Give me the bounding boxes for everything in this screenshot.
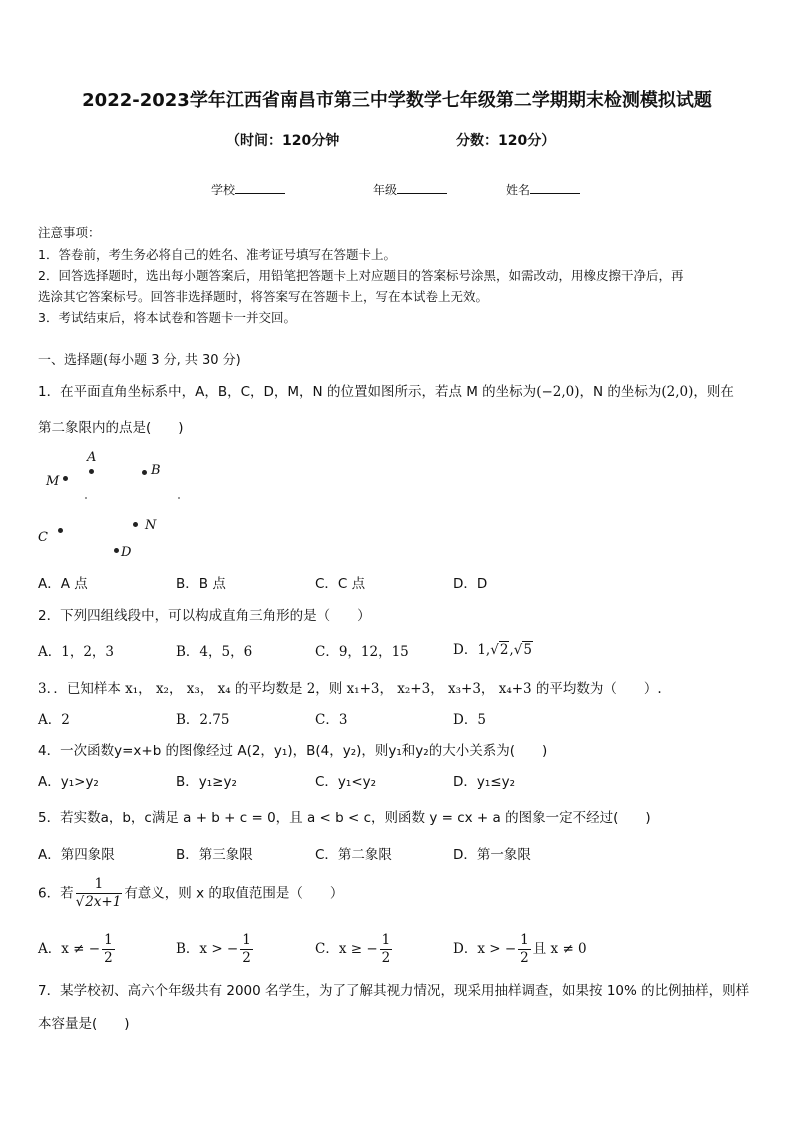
note-3: 3．考试结束后，将本试卷和答题卡一并交回。 xyxy=(38,310,296,325)
name-label: 姓名 xyxy=(506,183,531,197)
grade-label: 年级 xyxy=(373,183,398,197)
point-m-dot xyxy=(63,476,68,481)
point-b-dot xyxy=(142,470,147,475)
q3-option-a: A．2 xyxy=(38,712,70,728)
q3-stem: 3．．已知样本 x₁， x₂， x₃， x₄ 的平均数是 2，则 x₁+3， x₂+3， x₃+3， x₄+3 的平均数为（ ）. xyxy=(38,681,662,697)
point-label-d: D xyxy=(121,545,132,560)
q1-stem-line1 xyxy=(38,380,734,400)
q1-option-c: C．C 点 xyxy=(315,576,366,592)
q6-fraction-num: 1 xyxy=(76,876,123,894)
q6-option-c-num: 1 xyxy=(381,932,391,948)
q2-option-d-sqrt5: 5 xyxy=(523,642,532,658)
q6-stem xyxy=(38,876,343,911)
q5-option-a: A．第四象限 xyxy=(38,847,115,863)
axis-tick xyxy=(85,497,87,499)
q3-option-d: D．5 xyxy=(453,712,486,728)
q7-stem-line2: 本容量是( ) xyxy=(38,1016,130,1032)
q6-option-a-den: 2 xyxy=(104,950,113,966)
school-blank xyxy=(235,181,285,194)
q2-option-d-prefix: D． xyxy=(453,642,478,658)
q6-fraction-den: √2x+1 xyxy=(75,894,122,910)
note-1: 1．答卷前，考生务必将自己的姓名、准考证号填写在答题卡上。 xyxy=(38,247,396,262)
q6-option-d-post: 且 x ≠ 0 xyxy=(532,941,587,957)
q6-option-b xyxy=(176,932,255,967)
q3-option-c: C．3 xyxy=(315,712,348,728)
school-field xyxy=(211,181,285,198)
q4-option-a: A．y₁>y₂ xyxy=(38,774,99,790)
q2-option-b: B．4，5，6 xyxy=(176,644,253,660)
q1-stem-a: 1．在平面直角坐标系中，A，B，C，D，M，N 的位置如图所示，若点 M 的坐标为 xyxy=(38,384,537,400)
q6-option-d-frac xyxy=(518,932,531,967)
exam-time: （时间：120分钟 xyxy=(226,133,340,149)
q1-option-b: B．B 点 xyxy=(176,576,226,592)
q6-stem-post: 有意义，则 x 的取值范围是（ ） xyxy=(124,885,344,902)
q6-option-a-pre: A．x ≠ − xyxy=(38,941,101,957)
q2-option-d: D．1,√2,√5 xyxy=(453,642,532,658)
q6-option-b-pre: B．x > − xyxy=(176,941,239,957)
q6-option-c-frac xyxy=(380,932,393,967)
q6-option-d-num: 1 xyxy=(520,932,529,948)
q2-option-c: C．9，12，15 xyxy=(315,644,409,660)
q5-option-b: B．第三象限 xyxy=(176,847,253,863)
q1-m-coord: (−2,0) xyxy=(536,384,580,400)
grade-blank xyxy=(397,181,447,194)
q6-fraction xyxy=(76,876,123,911)
note-2b: 选涂其它答案标号。回答非选择题时，将答案写在答题卡上，写在本试卷上无效。 xyxy=(38,289,489,304)
point-label-n: N xyxy=(145,518,157,533)
q1-n-coord: (2,0) xyxy=(661,384,694,400)
q5-option-c: C．第二象限 xyxy=(315,847,392,863)
q5-stem: 5．若实数a，b，c满足 a + b + c = 0，且 a < b < c，则函数 y = cx + a 的图象一定不经过( ) xyxy=(38,810,651,826)
q6-option-b-den: 2 xyxy=(242,950,251,966)
q6-stem-pre: 6．若 xyxy=(38,885,74,902)
q1-stem-c: ，则在 xyxy=(693,384,734,400)
q7-stem-line1: 7．某学校初、高六个年级共有 2000 名学生，为了了解其视力情况，现采用抽样调查，如果按 10% 的比例抽样，则样 xyxy=(38,983,750,999)
q4-stem: 4．一次函数y=x+b 的图像经过 A(2，y₁)，B(4，y₂)，则y₁和y₂的大小关系为( ) xyxy=(38,743,548,759)
point-label-m: M xyxy=(46,474,60,489)
q6-option-b-num: 1 xyxy=(242,932,251,948)
name-field xyxy=(506,181,580,198)
notes-heading: 注意事项： xyxy=(38,225,101,240)
q6-option-d-den: 2 xyxy=(520,950,529,966)
q6-option-c xyxy=(315,932,394,967)
q6-option-a-num: 1 xyxy=(104,932,113,948)
q6-option-b-frac xyxy=(240,932,253,967)
q6-option-d xyxy=(453,932,587,967)
name-blank xyxy=(530,181,580,194)
q6-fraction-radicand: 2x+1 xyxy=(85,894,122,910)
grade-field xyxy=(373,181,447,198)
point-d-dot xyxy=(114,548,119,553)
q4-option-b: B．y₁≥y₂ xyxy=(176,774,237,790)
exam-score: 分数：120分） xyxy=(456,133,556,149)
q2-option-d-sqrt2: 2 xyxy=(499,642,509,658)
q4-option-d: D．y₁≤y₂ xyxy=(453,774,516,790)
q6-option-c-den: 2 xyxy=(381,950,391,966)
q5-option-d: D．第一象限 xyxy=(453,847,531,863)
q3-option-b: B．2.75 xyxy=(176,712,230,728)
section-1-heading: 一、选择题(每小题 3 分, 共 30 分) xyxy=(38,353,241,368)
exam-title: 2022-2023学年江西省南昌市第三中学数学七年级第二学期期末检测模拟试题 xyxy=(82,90,712,111)
q6-option-a-frac xyxy=(102,932,115,967)
q4-option-c: C．y₁<y₂ xyxy=(315,774,377,790)
q1-option-a: A．A 点 xyxy=(38,576,88,592)
q2-option-d-one: 1, xyxy=(477,642,491,658)
point-label-c: C xyxy=(38,530,48,545)
q1-option-d: D．D xyxy=(453,576,488,592)
note-2a: 2．回答选择题时，选出每小题答案后，用铅笔把答题卡上对应题目的答案标号涂黑，如需改动，用橡皮擦干净后，再 xyxy=(38,268,684,283)
point-n-dot xyxy=(133,522,138,527)
point-c-dot xyxy=(58,528,63,533)
point-label-a: A xyxy=(87,450,97,465)
point-a-dot xyxy=(89,469,94,474)
q2-option-a: A．1，2，3 xyxy=(38,644,115,660)
q1-stem-line2: 第二象限内的点是( ) xyxy=(38,420,184,436)
axis-tick xyxy=(178,497,180,499)
q2-stem: 2．下列四组线段中，可以构成直角三角形的是（ ） xyxy=(38,608,371,624)
q1-stem-b: ，N 的坐标为 xyxy=(579,384,662,400)
q6-option-d-pre: D．x > − xyxy=(453,941,517,957)
q6-option-c-pre: C．x ≥ − xyxy=(315,941,378,957)
school-label: 学校 xyxy=(211,183,236,197)
point-label-b: B xyxy=(151,463,161,478)
q6-option-a xyxy=(38,932,117,967)
